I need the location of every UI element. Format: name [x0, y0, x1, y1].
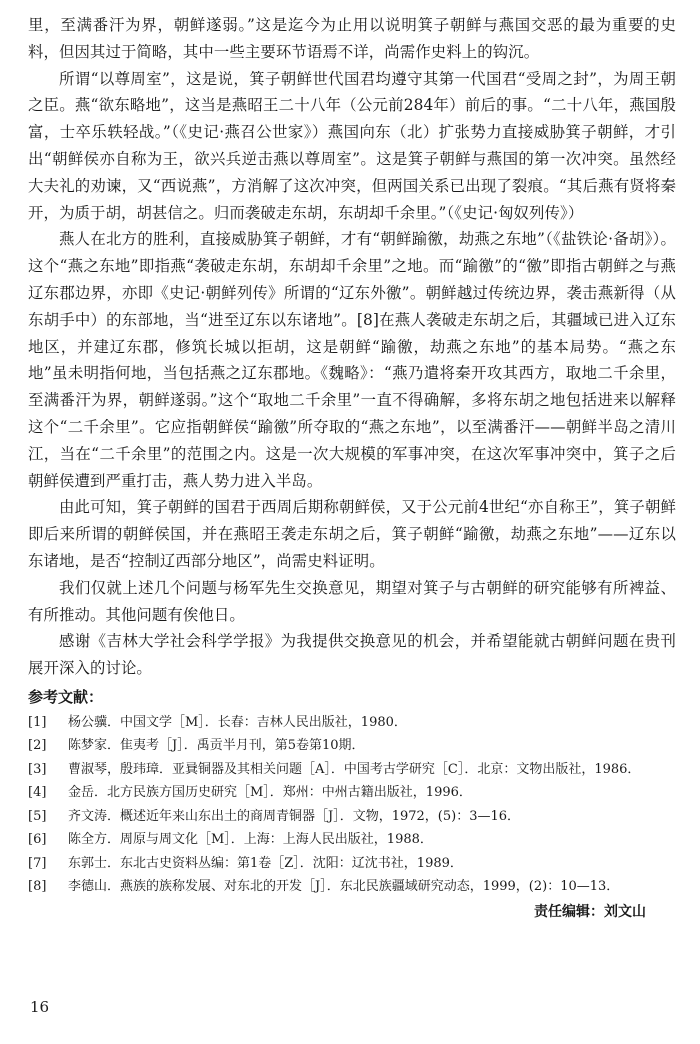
page-number: 16	[30, 998, 50, 1016]
reference-text: 陈全方．周原与周文化［M］．上海：上海人民出版社，1988．	[68, 832, 433, 848]
paragraph: 燕人在北方的胜利，直接威胁箕子朝鲜，才有“朝鲜踰徼，劫燕之东地”（《盐铁论·备胡》）。这个“燕之东地”即指燕“袭破走东胡，东胡却千余里”之地。而“踰徼”的“徼”即指古朝鲜之与燕辽东郡边界，亦即《史记·朝鲜列传》所谓的“辽东外徼”。朝鲜越过传统边界，袭击燕新得（从东胡手中）的东部地，当“进至辽东以东诸地”。[8]在燕人袭破走东胡之后，其疆域已进入辽东地区，并建辽东郡，修筑长城以拒胡，这是朝鲜“踰徼，劫燕之东地”的基本局势。“燕之东地”虽未明指何地，当包括燕之辽东郡地。《魏略》：“燕乃遣将秦开攻其西方，取地二千余里，至满番汗为界，朝鲜遂弱。”这个“取地二千余里”一直不得确解，多将东胡之地包括进来以解释这个“二千余里”。它应指朝鲜侯“踰徼”所夺取的“燕之东地”，以至满番汗——朝鲜半岛之清川江，当在“二千余里”的范围之内。这是一次大规模的军事冲突，在这次军事冲突中，箕子之后朝鲜侯遭到严重打击，燕人势力进入半岛。	[28, 230, 676, 490]
paragraph: 我们仅就上述几个问题与杨军先生交换意见，期望对箕子与古朝鲜的研究能够有所裨益、有所推动。其他问题有俟他日。	[28, 578, 676, 624]
paragraph: 由此可知，箕子朝鲜的国君于西周后期称朝鲜侯，又于公元前4世纪“亦自称王”，箕子朝鲜即后来所谓的朝鲜侯国，并在燕昭王袭走东胡之后，箕子朝鲜“踰徼，劫燕之东地”——辽东以东诸地，是否“控制辽西部分地区”，尚需史料证明。	[28, 498, 676, 570]
reference-number: [1]	[28, 714, 47, 730]
reference-number: [5]	[28, 808, 47, 824]
reference-number: [3]	[28, 761, 47, 777]
reference-text: 杨公骥．中国文学［M］．长春：吉林人民出版社，1980．	[68, 714, 407, 730]
reference-item	[28, 875, 676, 899]
reference-item	[28, 758, 676, 782]
reference-text: 曹淑琴，殷玮璋．亚㠱铜器及其相关问题［A］．中国考古学研究［C］．北京：文物出版社，1986．	[68, 761, 641, 777]
reference-text: 东郭士．东北古史资料丛编：第1卷［Z］．沈阳：辽沈书社，1989．	[68, 855, 463, 871]
reference-item	[28, 828, 676, 852]
reference-number: [2]	[28, 738, 47, 754]
reference-text: 李德山．燕族的族称发展、对东北的开发［J］．东北民族疆域研究动态，1999，(2)：10—13．	[68, 879, 620, 895]
reference-item	[28, 734, 676, 758]
reference-item	[28, 852, 676, 876]
reference-text: 金岳．北方民族方国历史研究［M］．郑州：中州古籍出版社，1996．	[68, 785, 472, 801]
reference-text: 陈梦家．隹夷考［J］．禹贡半月刊，第5卷第10期．	[68, 738, 365, 754]
reference-item	[28, 711, 676, 735]
reference-number: [8]	[28, 879, 47, 895]
reference-number: [7]	[28, 855, 47, 871]
paragraph: 所谓“以尊周室”，这是说，箕子朝鲜世代国君均遵守其第一代国君“受周之封”，为周王朝之臣。燕“欲东略地”，这当是燕昭王二十八年（公元前284年）前后的事。“二十八年，燕国殷富，士卒乐轶轻战。”（《史记·燕召公世家》）燕国向东（北）扩张势力直接威胁箕子朝鲜，才引出“朝鲜侯亦自称为王，欲兴兵逆击燕以尊周室”。这是箕子朝鲜与燕国的第一次冲突。虽然经大夫礼的劝谏，又“西说燕”，方消解了这次冲突，但两国关系已出现了裂痕。“其后燕有贤将秦开，为质于胡，胡甚信之。归而袭破走东胡，东胡却千余里。”（《史记·匈奴列传》）	[28, 69, 676, 222]
responsible-editor: 责任编辑：刘文山	[534, 903, 646, 920]
references-list	[28, 711, 676, 899]
reference-number: [6]	[28, 832, 47, 848]
reference-text: 齐文涛．概述近年来山东出土的商周青铜器［J］．文物，1972，(5)：3—16．	[68, 808, 521, 824]
reference-number: [4]	[28, 785, 47, 801]
paragraph: 里，至满番汗为界，朝鲜遂弱。”这是迄今为止用以说明箕子朝鲜与燕国交恶的最为重要的史料，但因其过于简略，其中一些主要环节语焉不详，尚需作史料上的钩沉。	[28, 16, 676, 61]
paragraph: 感谢《吉林大学社会科学学报》为我提供交换意见的机会，并希望能就古朝鲜问题在贵刊展开深入的讨论。	[28, 632, 676, 678]
article-body	[28, 12, 676, 921]
references-heading: 参考文献：	[28, 687, 104, 706]
reference-item	[28, 805, 676, 829]
reference-item	[28, 781, 676, 805]
